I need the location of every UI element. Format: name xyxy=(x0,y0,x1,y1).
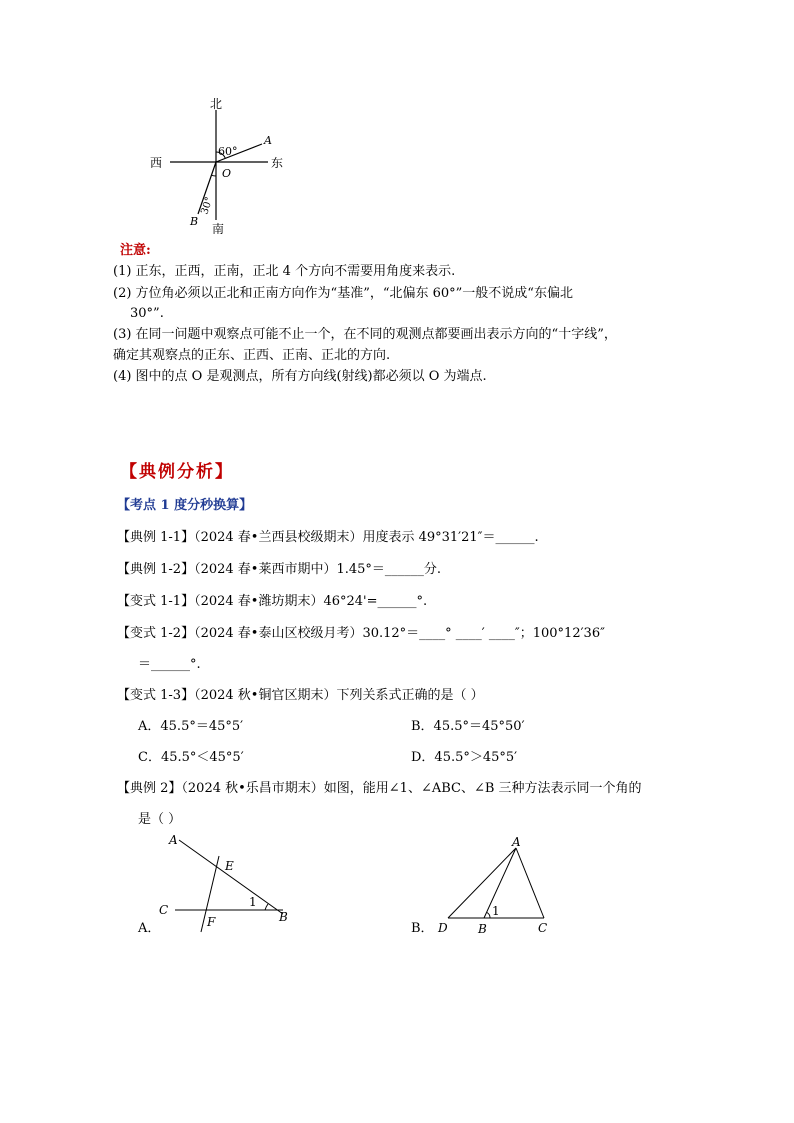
note-item-3-cont: 确定其观察点的正东、正西、正南、正北的方向. xyxy=(113,348,391,363)
compass-diagram xyxy=(140,96,300,244)
choice-d: D．45.5°＞45°5′ xyxy=(411,750,518,765)
fig-a-label-e: E xyxy=(225,859,234,873)
variant-1-2-cont: ＝______°. xyxy=(138,657,201,672)
fig-a-label-1: 1 xyxy=(249,895,257,909)
figure-a xyxy=(155,832,305,937)
south-label: 南 xyxy=(212,222,225,236)
choice-b: B．45.5°＝45°50′ xyxy=(411,719,525,734)
fig-b-line-ca xyxy=(516,848,544,918)
problem-2-line-2: 是（ ） xyxy=(138,812,182,827)
fig-b-label-1: 1 xyxy=(492,904,500,918)
angle-a-label: 60° xyxy=(218,145,238,158)
fig-a-option: A． xyxy=(138,921,161,936)
north-label: 北 xyxy=(210,97,223,111)
variant-1-2: 【变式 1-2】（2024 春•泰山区校级月考）30.12°＝____° ____′ ____″；100°12′36″ xyxy=(117,626,605,641)
fig-a-line-ab xyxy=(179,840,283,914)
fig-b-label-c: C xyxy=(538,921,548,935)
fig-b-label-b: B xyxy=(478,922,487,936)
note-item-4: (4) 图中的点 O 是观测点，所有方向线(射线)都必须以 O 为端点. xyxy=(113,369,487,384)
origin-label: O xyxy=(222,167,232,180)
fig-a-angle-arc xyxy=(265,904,268,910)
point-b-label: B xyxy=(190,215,199,228)
problem-1-2: 【典例 1-2】（2024 春•莱西市期中）1.45°＝______分. xyxy=(117,562,442,577)
choice-c: C．45.5°＜45°5′ xyxy=(138,750,244,765)
note-item-2: (2) 方位角必须以正北和正南方向作为“基准”，“北偏东 60°”一般不说成“东偏北 xyxy=(113,286,573,301)
note-item-3: (3) 在同一问题中观察点可能不止一个，在不同的观测点都要画出表示方向的“十字线”， xyxy=(113,327,617,342)
east-label: 东 xyxy=(271,156,284,170)
fig-b-option: B． xyxy=(411,921,434,936)
fig-a-label-f: F xyxy=(207,915,216,929)
figure-b xyxy=(430,832,560,937)
problem-1-1: 【典例 1-1】（2024 春•兰西县校级期末）用度表示 49°31′21″＝______. xyxy=(117,530,539,545)
variant-1-1: 【变式 1-1】（2024 春•潍坊期末）46°24'=______°. xyxy=(117,594,428,609)
variant-1-3: 【变式 1-3】（2024 秋•铜官区期末）下列关系式正确的是（ ） xyxy=(117,688,484,703)
note-item-1: (1) 正东，正西，正南，正北 4 个方向不需要用角度来表示. xyxy=(113,264,456,279)
note-title: 注意: xyxy=(120,243,151,258)
fig-b-label-a: A xyxy=(512,835,521,849)
problem-2-line-1: 【典例 2】（2024 秋•乐昌市期末）如图，能用∠1、∠ABC、∠B 三种方法表示同一个角的 xyxy=(117,781,642,796)
point-a-label: A xyxy=(264,134,272,147)
choice-a: A．45.5°＝45°5′ xyxy=(138,719,244,734)
fig-b-line-ba xyxy=(484,848,516,918)
fig-a-label-c: C xyxy=(159,903,169,917)
fig-a-label-b: B xyxy=(279,910,288,924)
west-label: 西 xyxy=(150,156,163,170)
angle-arc-b xyxy=(211,175,216,176)
topic-title: 【考点 1 度分秒换算】 xyxy=(117,498,253,513)
fig-b-label-d: D xyxy=(438,921,448,935)
fig-b-line-da xyxy=(448,848,516,918)
fig-a-label-a: A xyxy=(169,833,178,847)
angle-b-label: 30° xyxy=(199,195,216,216)
section-title: 【典例分析】 xyxy=(120,462,234,482)
fig-b-angle-arc xyxy=(487,913,490,919)
note-item-2-cont: 30°”. xyxy=(130,306,164,321)
